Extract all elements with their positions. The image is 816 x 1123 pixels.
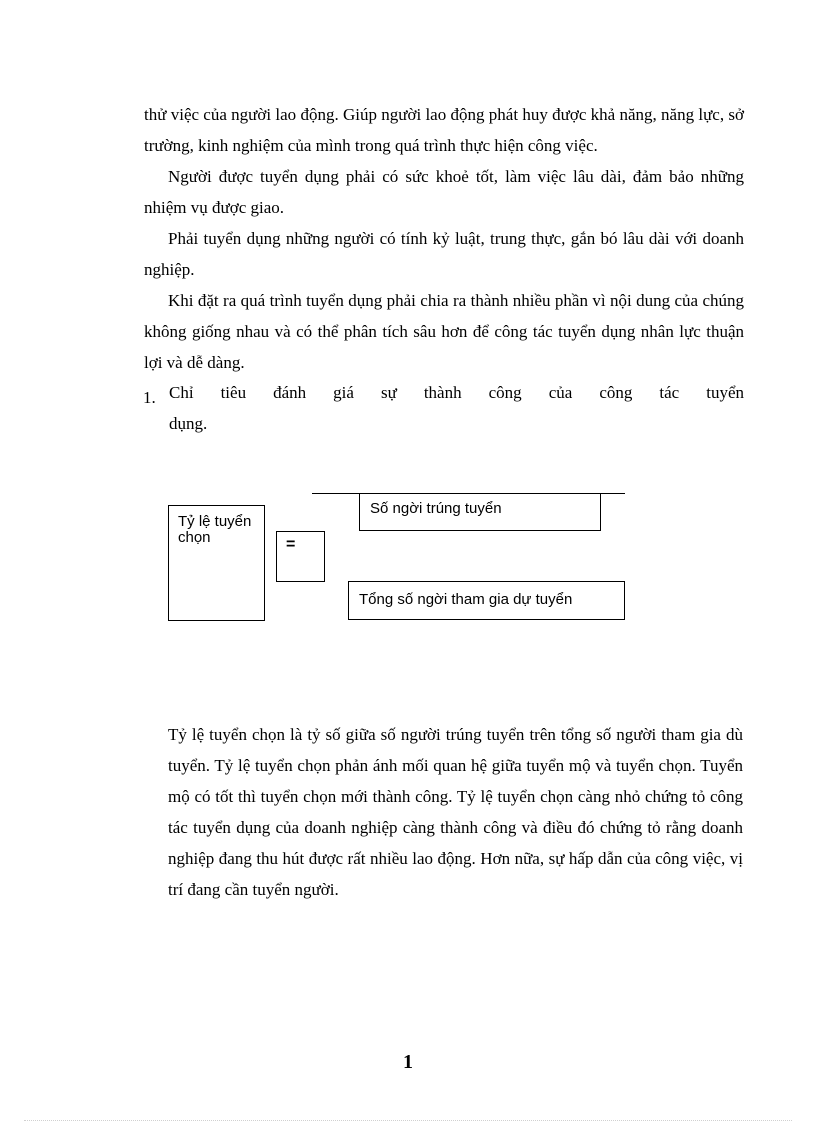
section-heading-line-2: dụng. [169, 414, 208, 433]
section-heading-line-1: Chỉ tiêu đánh giá sự thành công của công tác tuyển [169, 383, 744, 402]
paragraph-3: Phải tuyển dụng những người có tính kỷ luật, trung thực, gắn bó lâu dài với doanh nghiệp. [144, 229, 744, 279]
paragraph-1: thử việc của người lao động. Giúp người lao động phát huy được khả năng, năng lực, sở trường, kinh nghiệm của mình trong quá trình thực hiện công việc. [144, 105, 744, 155]
formula-equals-box: = [276, 531, 325, 582]
section-number: 1. [143, 388, 156, 407]
paragraph-5: Tỷ lệ tuyển chọn là tỷ số giữa số người trúng tuyển trên tổng số người tham gia dù tuyển. Tỷ lệ tuyển chọn phản ánh mối quan hệ giữa tuyển mộ và tuyển chọn. Tuyển mộ có tốt thì tuyển chọn mới thành công. Tỷ lệ tuyển chọn càng nhỏ chứng tỏ công tác tuyển dụng của doanh nghiệp càng thành công và điều đó chứng tỏ rằng doanh nghiệp đang thu hút được rất nhiều lao động. Hơn nữa, sự hấp dẫn của công việc, vị trí đang cần tuyển người. [168, 725, 743, 899]
formula-ratio-box: Tỷ lệ tuyển chọn [168, 505, 265, 621]
page-bottom-rule [24, 1120, 792, 1121]
paragraph-2: Người được tuyển dụng phải có sức khoẻ tốt, làm việc lâu dài, đảm bảo những nhiệm vụ được giao. [144, 167, 744, 217]
page-number: 1 [403, 1051, 413, 1073]
formula-denominator-box: Tổng số ngời tham gia dự tuyển [348, 581, 625, 620]
paragraph-4: Khi đặt ra quá trình tuyển dụng phải chia ra thành nhiều phần vì nội dung của chúng không giống nhau và có thể phân tích sâu hơn để công tác tuyển dụng nhân lực thuận lợi và dễ dàng. [144, 291, 744, 372]
formula-numerator-box: Số ngời trúng tuyển [359, 493, 601, 531]
